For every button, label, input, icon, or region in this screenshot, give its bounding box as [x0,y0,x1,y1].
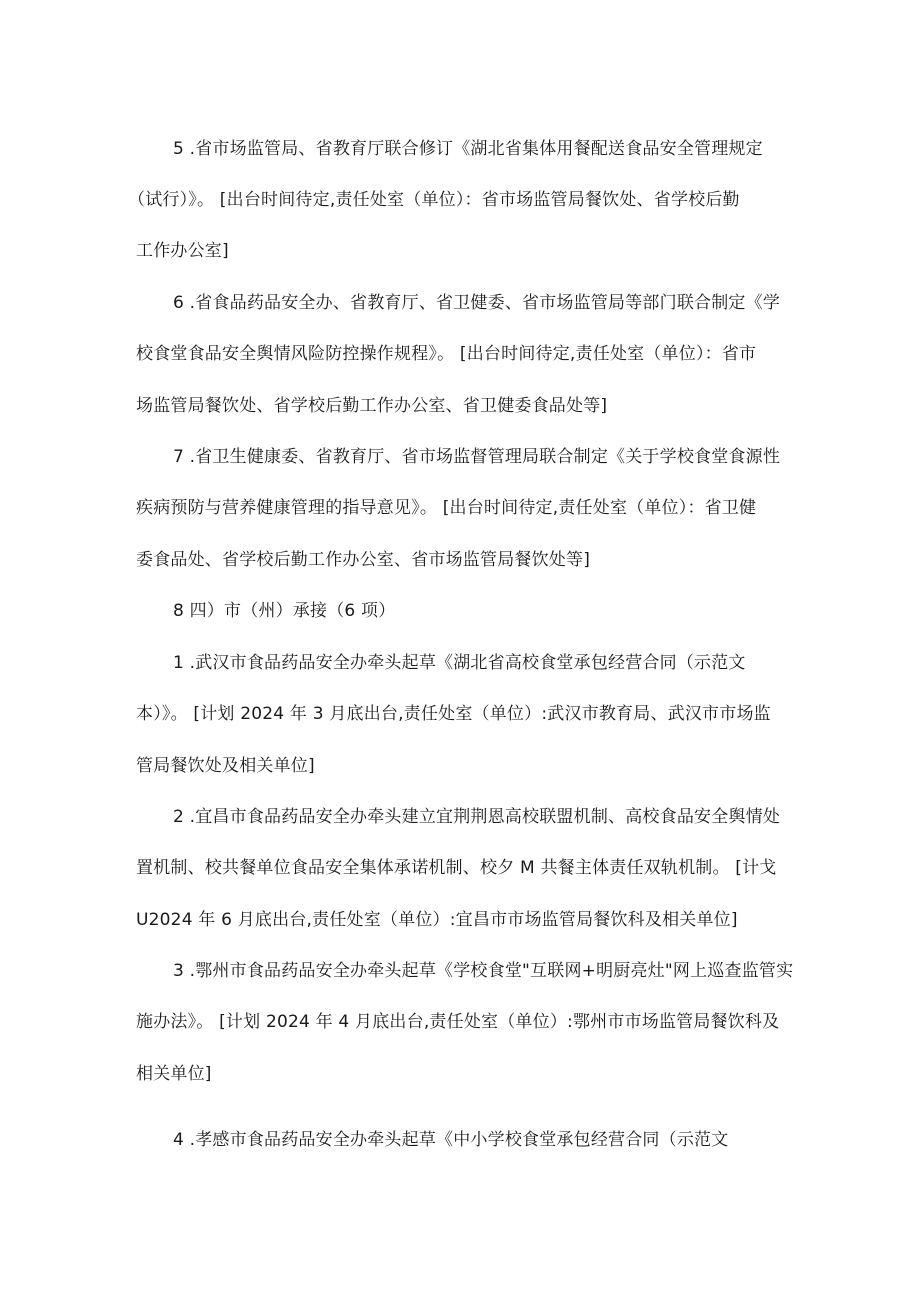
text-line: 7 .省卫生健康委、省教育厅、省市场监督管理局联合制定《关于学校食堂食源性 [173,447,781,467]
text-line: （试行）》。 [出台时间待定,责任处室（单位）：省市场监管局餐饮处、省学校后勤 [128,190,740,210]
text-line: 管局餐饮处及相关单位] [136,756,315,776]
text-line: 场监管局餐饮处、省学校后勤工作办公室、省卫健委食品处等] [136,396,608,416]
text-line: 相关单位] [136,1064,212,1084]
text-line: 1 .武汉市食品药品安全办牵头起草《湖北省高校食堂承包经营合同（示范文 [173,653,746,673]
text-line: 4 .孝感市食品药品安全办牵头起草《中小学校食堂承包经营合同（示范文 [173,1130,729,1150]
text-line: 3 .鄂州市食品药品安全办牵头起草《学校食堂"互联网+明厨亮灶"网上巡查监管实 [173,961,794,981]
text-line: 委食品处、省学校后勤工作办公室、省市场监管局餐饮处等] [136,550,591,570]
text-line: 本）》。 [计划 2024 年 3 月底出台,责任处室（单位）:武汉市教育局、武汉市市场监 [136,704,771,724]
text-line: 校食堂食品安全舆情风险防控操作规程》。 [出台时间待定,责任处室（单位）：省市 [136,344,757,364]
text-line: 施办法》。 [计划 2024 年 4 月底出台,责任处室（单位）:鄂州市市场监管局餐饮科及 [136,1012,780,1032]
text-line: 疾病预防与营养健康管理的指导意见》。 [出台时间待定,责任处室（单位）：省卫健 [136,498,757,518]
text-line: U2024 年 6 月底出台,责任处室（单位）:宜昌市市场监管局餐饮科及相关单位] [136,910,738,930]
section-heading: 8 四）市（州）承接（6 项） [173,601,396,621]
text-line: 5 .省市场监管局、省教育厅联合修订《湖北省集体用餐配送食品安全管理规定 [173,139,763,159]
text-line: 工作办公室] [136,241,229,261]
text-line: 2 .宜昌市食品药品安全办牵头建立宜荆荆恩高校联盟机制、高校食品安全舆情处 [173,807,781,827]
text-line: 置机制、校共餐单位食品安全集体承诺机制、校夕 M 共餐主体责任双轨机制。 [计戈 [136,858,777,878]
text-line: 6 .省食品药品安全办、省教育厅、省卫健委、省市场监管局等部门联合制定《学 [173,293,781,313]
